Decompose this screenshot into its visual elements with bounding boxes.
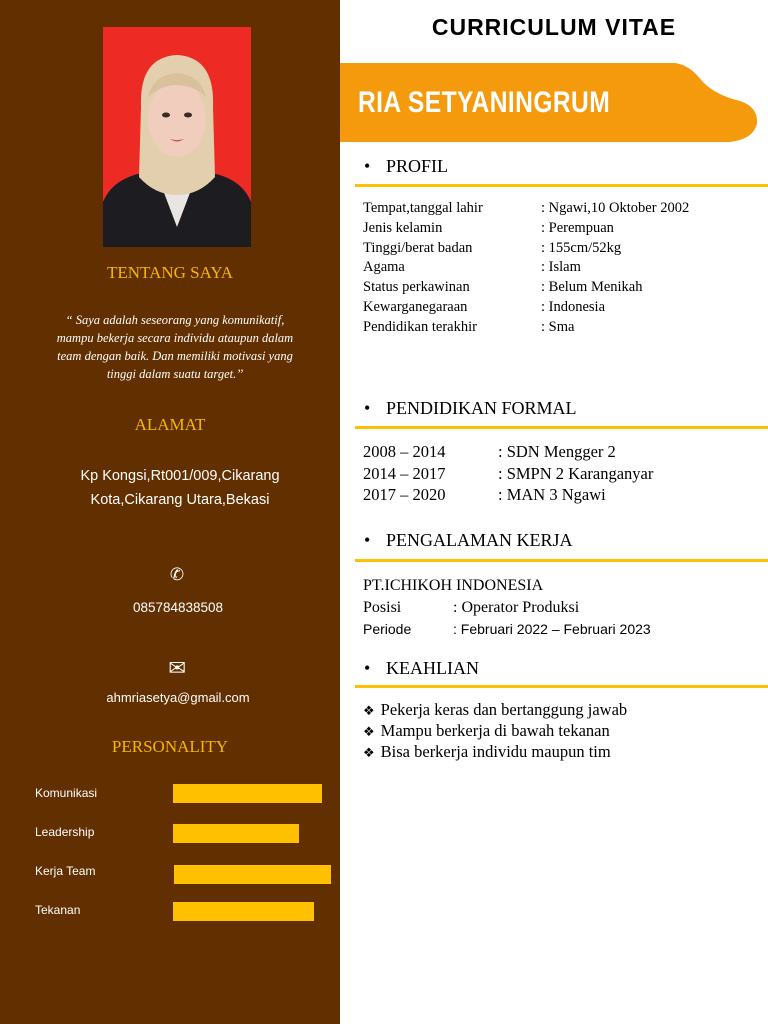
profil-value: : Ngawi,10 Oktober 2002: [541, 200, 690, 216]
address-heading: ALAMAT: [134, 415, 206, 434]
section-divider: [355, 559, 768, 562]
education-years: 2017 – 2020: [363, 485, 446, 504]
education-row: [363, 464, 653, 484]
profil-row: [363, 220, 614, 237]
phone-icon: ✆: [169, 565, 185, 585]
skill-item-text: Bisa berkerja individu maupun tim: [380, 742, 611, 761]
section-divider: [355, 685, 768, 688]
phone-number: 085784838508: [132, 600, 224, 615]
skill-bar-leadership: [173, 824, 299, 843]
about-line: team dengan baik. Dan memiliki motivasi yang: [57, 349, 293, 363]
education-row: [363, 442, 616, 462]
about-line: tinggi dalam suatu target.’’: [106, 367, 244, 381]
work-position-row: [363, 599, 579, 617]
skill-bar-tekanan: [173, 902, 314, 921]
bullet-icon: •: [364, 658, 371, 678]
bullet-icon: •: [364, 530, 371, 550]
profil-label: Jenis kelamin: [363, 220, 443, 236]
pendidikan-title: PENDIDIKAN FORMAL: [386, 398, 577, 418]
position-label: Posisi: [363, 599, 402, 616]
work-period-row: [363, 621, 651, 637]
section-divider: [355, 426, 768, 429]
skill-item-text: Mampu berkerja di bawah tekanan: [380, 721, 610, 740]
about-line: mampu bekerja secara individu ataupun dalam: [56, 331, 294, 345]
about-text: [30, 311, 320, 383]
profil-label: Kewarganegaraan: [363, 299, 468, 315]
about-line: “ Saya adalah seseorang yang komunikatif,: [65, 313, 285, 327]
position-value: : Operator Produksi: [453, 599, 580, 616]
document-title: CURRICULUM VITAE: [431, 14, 677, 40]
profil-row: [363, 259, 581, 276]
profil-label: Agama: [363, 259, 405, 275]
profil-row: [363, 279, 643, 296]
pengalaman-heading: [364, 530, 573, 551]
address-text: [40, 464, 320, 512]
profil-label: Tempat,tanggal lahir: [363, 200, 483, 216]
address-line: Kp Kongsi,Rt001/009,Cikarang: [80, 468, 280, 484]
profil-label: Status perkawinan: [363, 279, 470, 295]
profil-value: : 155cm/52kg: [541, 240, 622, 256]
diamond-bullet-icon: ❖: [363, 704, 375, 719]
pendidikan-heading: [364, 398, 577, 419]
skill-label: Komunikasi: [35, 786, 98, 800]
portrait-illustration: [103, 27, 251, 247]
period-value: : Februari 2022 – Februari 2023: [453, 621, 651, 637]
about-heading: TENTANG SAYA: [107, 263, 233, 282]
profile-photo: [103, 27, 251, 247]
profil-heading: [364, 156, 449, 177]
company-name: PT.ICHIKOH INDONESIA: [363, 577, 544, 594]
section-divider: [355, 184, 768, 187]
bullet-icon: •: [364, 398, 371, 418]
skill-item: [363, 742, 611, 762]
profil-row: [363, 319, 574, 336]
profil-value: : Perempuan: [541, 220, 614, 236]
sidebar: [0, 0, 340, 1024]
profil-value: : Indonesia: [541, 299, 606, 315]
personality-heading: PERSONALITY: [111, 737, 229, 756]
profil-row: [363, 299, 605, 316]
profil-value: : Islam: [541, 259, 581, 275]
address-line: Kota,Cikarang Utara,Bekasi: [90, 492, 270, 508]
skill-bar-kerja-team: [174, 865, 331, 884]
profil-label: Tinggi/berat badan: [363, 240, 473, 256]
full-name: RIA SETYANINGRUM: [358, 86, 611, 119]
keahlian-heading: [364, 658, 479, 679]
skill-item: [363, 721, 610, 741]
profil-label: Pendidikan terakhir: [363, 319, 477, 335]
education-row: [363, 485, 606, 505]
skill-bar-komunikasi: [173, 784, 322, 803]
pengalaman-title: PENGALAMAN KERJA: [386, 530, 573, 550]
profil-row: [363, 200, 689, 217]
education-school: : SMPN 2 Karanganyar: [498, 464, 654, 483]
profil-value: : Sma: [541, 319, 575, 335]
skill-label: Leadership: [35, 825, 95, 839]
skill-item: [363, 700, 627, 720]
email-address: ahmriasetya@gmail.com: [106, 690, 250, 705]
education-school: : MAN 3 Ngawi: [498, 485, 606, 504]
keahlian-title: KEAHLIAN: [386, 658, 479, 678]
profil-title: PROFIL: [386, 156, 449, 176]
skill-item-text: Pekerja keras dan bertanggung jawab: [380, 700, 628, 719]
diamond-bullet-icon: ❖: [363, 746, 375, 761]
education-years: 2008 – 2014: [363, 442, 446, 461]
education-school: : SDN Mengger 2: [498, 442, 616, 461]
profil-row: [363, 240, 621, 257]
profil-value: : Belum Menikah: [541, 279, 643, 295]
diamond-bullet-icon: ❖: [363, 725, 375, 740]
email-icon: ✉: [168, 656, 186, 680]
education-years: 2014 – 2017: [363, 464, 446, 483]
period-label: Periode: [363, 621, 412, 637]
skill-label: Kerja Team: [35, 864, 96, 878]
skill-label: Tekanan: [35, 903, 81, 917]
bullet-icon: •: [364, 156, 371, 176]
